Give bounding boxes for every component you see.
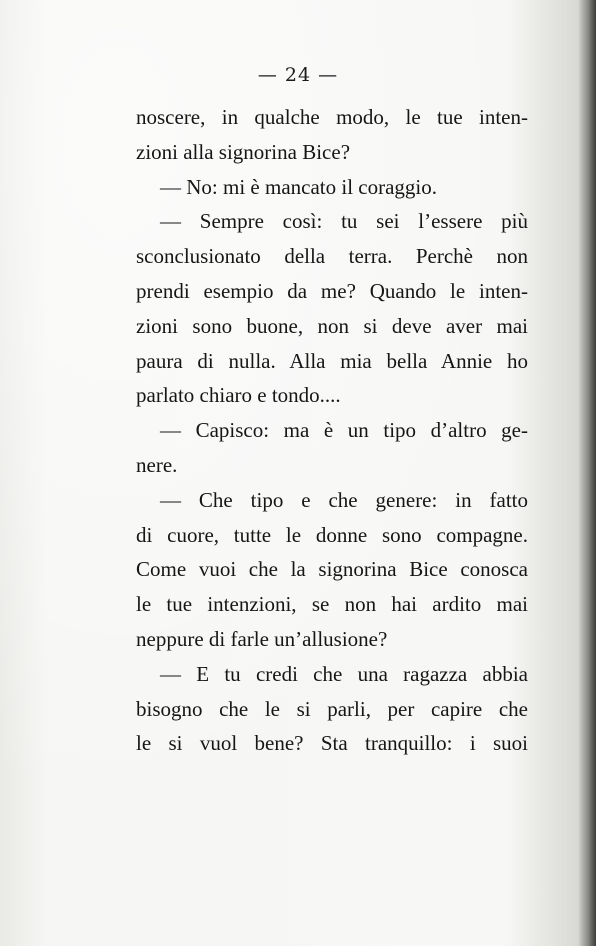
- text-line: bisogno che le si parli, per capire che: [136, 696, 528, 721]
- text-line: zioni alla signorina Bice?: [136, 139, 351, 164]
- text-line: zioni sono buone, non si deve aver mai: [136, 313, 528, 338]
- text-line: — E tu credi che una ragazza abbia: [160, 661, 528, 686]
- text-line: di cuore, tutte le donne sono compagne.: [136, 522, 528, 547]
- body-text: [136, 100, 528, 761]
- page-edge-shadow: [578, 0, 596, 946]
- text-line: sconclusionato della terra. Perchè non: [136, 244, 528, 269]
- text-line: — Che tipo e che genere: in fatto: [160, 487, 528, 512]
- text-line: — Capisco: ma è un tipo d’altro ge-: [160, 418, 528, 443]
- page-number: — 24 —: [257, 64, 339, 86]
- text-line: Come vuoi che la signorina Bice conosca: [136, 557, 528, 582]
- text-line: le tue intenzioni, se non hai ardito mai: [136, 592, 528, 617]
- text-line: parlato chiaro e tondo....: [136, 383, 341, 408]
- text-line: — Sempre così: tu sei l’essere più: [160, 209, 528, 234]
- text-line: — No: mi è mancato il coraggio.: [160, 174, 438, 199]
- text-line: noscere, in qualche modo, le tue inten-: [136, 105, 528, 129]
- text-line: prendi esempio da me? Quando le inten-: [136, 278, 528, 303]
- text-line: paura di nulla. Alla mia bella Annie ho: [136, 348, 528, 373]
- text-line: neppure di farle un’allusione?: [136, 626, 388, 651]
- text-line: le si vuol bene? Sta tranquillo: i suoi: [136, 731, 528, 756]
- text-line: nere.: [136, 452, 178, 477]
